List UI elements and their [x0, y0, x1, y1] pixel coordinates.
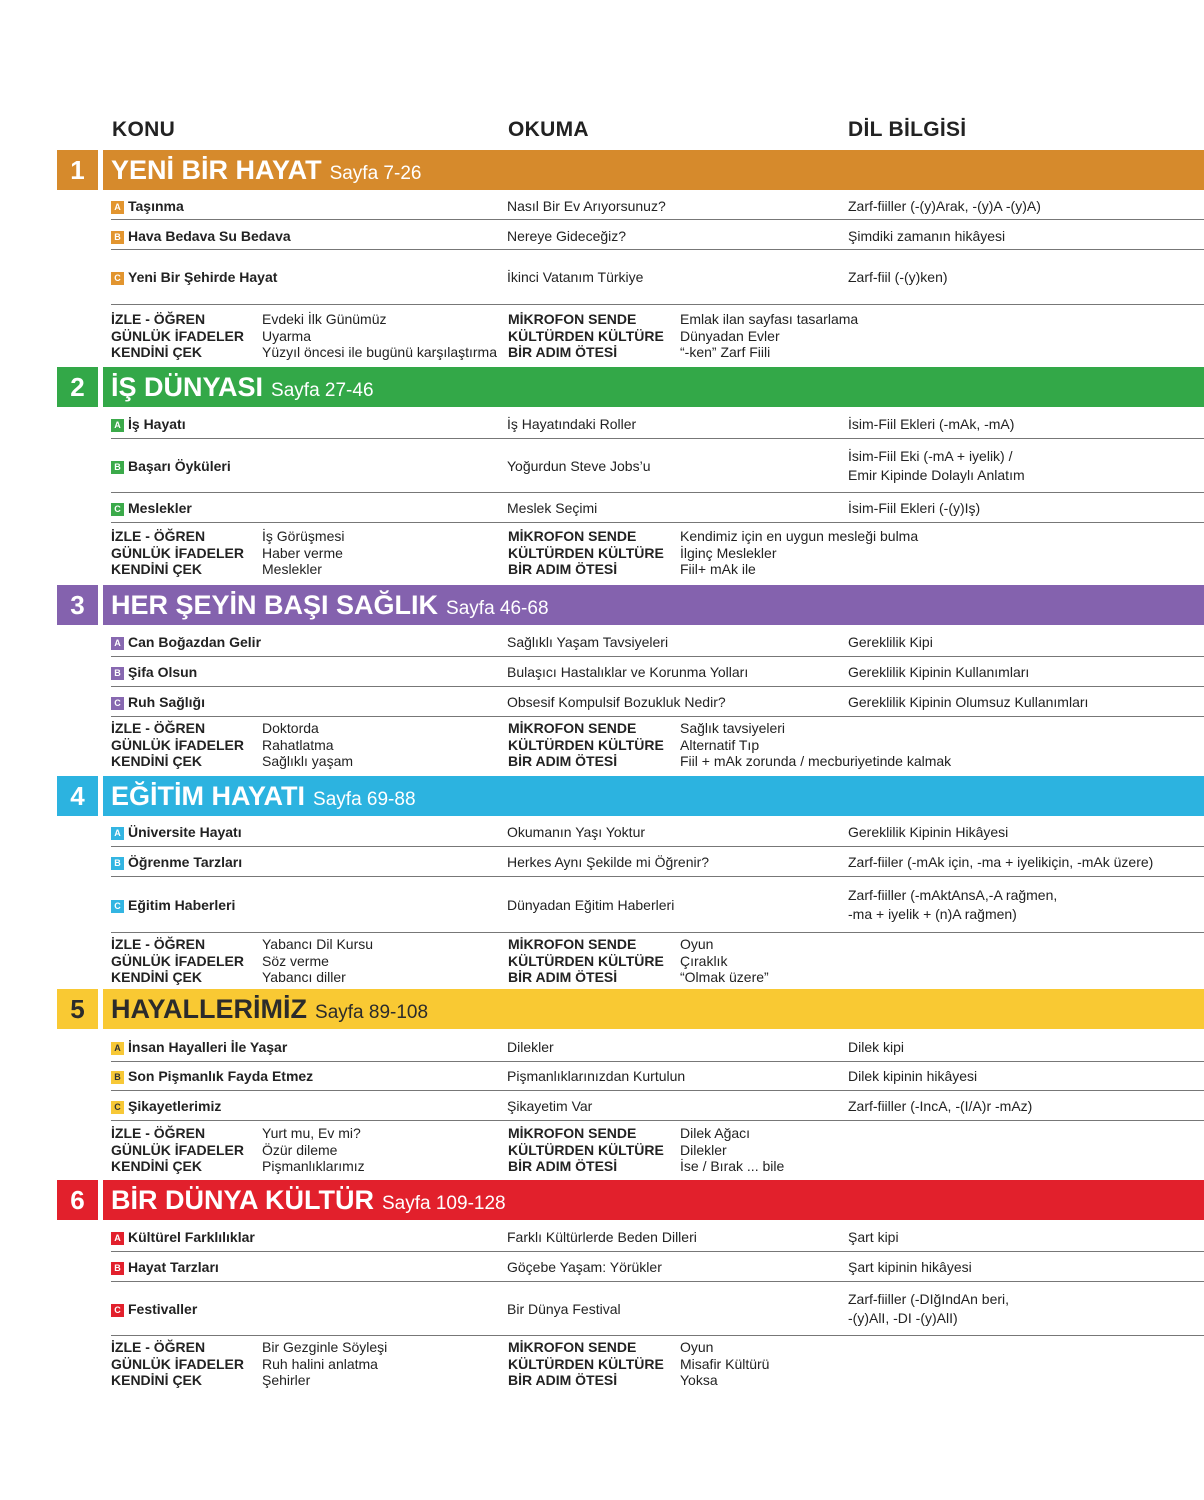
lesson-topic-text: Hayat Tarzları — [128, 1259, 219, 1275]
lesson-grammar-line: İsim-Fiil Ekleri (-(y)Iş) — [848, 500, 981, 516]
lesson-topic — [111, 1067, 313, 1086]
lesson-reading: Pişmanlıklarınızdan Kurtulun — [507, 1068, 686, 1084]
activity-label: KENDİNİ ÇEK — [111, 753, 203, 769]
activity-label-column — [508, 311, 664, 361]
activity-label: BİR ADIM ÖTESİ — [508, 344, 618, 360]
activity-value: “Olmak üzere” — [680, 969, 769, 985]
lesson-topic-text: Ruh Sağlığı — [128, 694, 205, 710]
activity-value-column — [680, 1125, 784, 1175]
lesson-letter-badge: A — [111, 201, 124, 214]
lesson-grammar — [848, 415, 1014, 434]
activity-label: BİR ADIM ÖTESİ — [508, 1158, 618, 1174]
unit-pages: Sayfa 7-26 — [329, 163, 422, 184]
header-dil-bilgisi: DİL BİLGİSİ — [848, 118, 967, 141]
activity-value: Fiil + mAk zorunda / mecburiyetinde kalmak — [680, 753, 952, 769]
lesson-letter-badge: A — [111, 1232, 124, 1245]
activity-value: Çıraklık — [680, 952, 728, 969]
lesson-reading: Bulaşıcı Hastalıklar ve Korunma Yolları — [507, 664, 749, 680]
lesson-grammar-line: Emir Kipinde Dolaylı Anlatım — [848, 467, 1025, 483]
activity-label: İZLE - ÖĞREN — [111, 1339, 206, 1355]
activity-value: Özür dileme — [262, 1141, 338, 1158]
lesson-grammar-line: Zarf-fiiler (-mAk için, -ma + iyelikiçin, -mAk üzere) — [848, 854, 1154, 870]
unit-activities — [111, 528, 1204, 582]
lesson-letter-badge: A — [111, 827, 124, 840]
activity-value: İlginç Meslekler — [680, 544, 777, 561]
lesson-topic — [111, 693, 205, 712]
lesson-reading: Bir Dünya Festival — [507, 1301, 621, 1317]
lesson-topic — [111, 197, 184, 216]
activity-value: Evdeki İlk Günümüz — [262, 311, 387, 327]
lesson-row — [111, 496, 1204, 523]
activity-label-column — [111, 936, 244, 986]
lesson-grammar — [848, 447, 1025, 485]
lesson-letter-badge: A — [111, 637, 124, 650]
activity-value: Uyarma — [262, 327, 312, 344]
unit-activities — [111, 936, 1204, 990]
lesson-grammar-line: Gereklilik Kipinin Hikâyesi — [848, 824, 1009, 840]
activity-label-column — [508, 936, 664, 986]
lesson-reading: Nasıl Bir Ev Arıyorsunuz? — [507, 198, 666, 214]
activity-label: İZLE - ÖĞREN — [111, 936, 206, 952]
lesson-letter-badge: C — [111, 272, 124, 285]
activity-label: İZLE - ÖĞREN — [111, 528, 206, 544]
activity-value: Yurt mu, Ev mi? — [262, 1125, 361, 1141]
activity-label: MİKROFON SENDE — [508, 720, 637, 736]
lesson-letter-badge: B — [111, 667, 124, 680]
lesson-grammar — [848, 886, 1057, 924]
lesson-grammar-line: İsim-Fiil Ekleri (-mAk, -mA) — [848, 416, 1015, 432]
unit-activities — [111, 1339, 1204, 1393]
activity-value: Alternatif Tıp — [680, 736, 760, 753]
lesson-topic — [111, 415, 186, 434]
lesson-letter-badge: B — [111, 461, 124, 474]
activity-label: KÜLTÜRDEN KÜLTÜRE — [508, 736, 664, 753]
activity-value: Ruh halini anlatma — [262, 1355, 378, 1372]
unit-pages: Sayfa 46-68 — [446, 598, 549, 619]
activity-value: Sağlıklı yaşam — [262, 753, 354, 769]
lesson-grammar-line: Zarf-fiiller (-DIğIndAn beri, — [848, 1291, 1010, 1307]
lesson-reading: Göçebe Yaşam: Yörükler — [507, 1259, 662, 1275]
activity-value-column — [262, 1339, 387, 1389]
header-okuma: OKUMA — [508, 118, 589, 141]
lesson-row — [111, 1255, 1204, 1282]
lesson-row — [111, 690, 1204, 717]
activity-label: KENDİNİ ÇEK — [111, 1372, 203, 1388]
lesson-row — [111, 1064, 1204, 1091]
lesson-grammar — [848, 1228, 899, 1247]
activity-label: GÜNLÜK İFADELER — [111, 544, 244, 561]
lesson-topic-text: İnsan Hayalleri İle Yaşar — [128, 1039, 288, 1055]
unit-title: YENİ BİR HAYAT — [111, 155, 322, 185]
lesson-topic — [111, 227, 291, 246]
unit-activities — [111, 720, 1204, 774]
lesson-topic-text: Yeni Bir Şehirde Hayat — [128, 269, 278, 285]
lesson-letter-badge: C — [111, 900, 124, 913]
header-konu: KONU — [112, 118, 176, 141]
activity-value: Şehirler — [262, 1372, 311, 1388]
lesson-grammar-line: -ma + iyelik + (n)A rağmen) — [848, 906, 1017, 922]
activity-label-column — [508, 1339, 664, 1389]
lesson-grammar-line: Dilek kipinin hikâyesi — [848, 1068, 978, 1084]
activity-label: MİKROFON SENDE — [508, 1339, 637, 1355]
lesson-reading: Farklı Kültürlerde Beden Dilleri — [507, 1229, 697, 1245]
lesson-topic — [111, 1228, 255, 1247]
activity-label: İZLE - ÖĞREN — [111, 1125, 206, 1141]
lesson-topic — [111, 853, 242, 872]
lesson-grammar-line: İsim-Fiil Eki (-mA + iyelik) / — [848, 448, 1013, 464]
lesson-reading: Yoğurdun Steve Jobs’u — [507, 458, 651, 474]
activity-value: İş Görüşmesi — [262, 528, 345, 544]
unit-title: BİR DÜNYA KÜLTÜR — [111, 1185, 374, 1215]
lesson-row — [111, 1094, 1204, 1121]
unit-title: HER ŞEYİN BAŞI SAĞLIK — [111, 590, 439, 620]
activity-label-column — [111, 1125, 244, 1175]
lesson-grammar — [848, 1097, 1032, 1116]
lesson-topic — [111, 896, 235, 915]
activity-value: “-ken” Zarf Fiili — [680, 344, 771, 360]
activity-value: Bir Gezginle Söyleşi — [262, 1339, 388, 1355]
activity-value: Meslekler — [262, 561, 322, 577]
lesson-row — [111, 1225, 1204, 1252]
lesson-grammar — [848, 1038, 904, 1057]
activity-value-column — [262, 1125, 365, 1175]
lesson-topic-text: Son Pişmanlık Fayda Etmez — [128, 1068, 314, 1084]
activity-label: GÜNLÜK İFADELER — [111, 736, 244, 753]
activity-value: Dünyadan Evler — [680, 327, 780, 344]
lesson-letter-badge: B — [111, 231, 124, 244]
activity-label-column — [111, 528, 244, 578]
lesson-row — [111, 1035, 1204, 1062]
lesson-reading: Sağlıklı Yaşam Tavsiyeleri — [507, 634, 669, 650]
activity-label: MİKROFON SENDE — [508, 1125, 637, 1141]
lesson-grammar-line: Zarf-fiil (-(y)ken) — [848, 269, 948, 285]
activity-value-column — [680, 936, 769, 986]
lesson-grammar — [848, 663, 1029, 682]
lesson-row — [111, 196, 1204, 220]
lesson-topic — [111, 1300, 197, 1319]
unit-title-band — [103, 150, 1204, 190]
activity-label: GÜNLÜK İFADELER — [111, 952, 244, 969]
activity-label: KENDİNİ ÇEK — [111, 561, 203, 577]
activity-label: KÜLTÜRDEN KÜLTÜRE — [508, 544, 664, 561]
lesson-grammar-line: Zarf-fiiller (-IncA, -(I/A)r -mAz) — [848, 1098, 1033, 1114]
activity-value: Sağlık tavsiyeleri — [680, 720, 786, 736]
lesson-topic-text: Başarı Öyküleri — [128, 458, 231, 474]
lesson-grammar-line: Zarf-fiiller (-mAktAnsA,-A rağmen, — [848, 887, 1058, 903]
lesson-topic-text: Can Boğazdan Gelir — [128, 634, 262, 650]
activity-value: Pişmanlıklarımız — [262, 1158, 365, 1174]
activity-label: MİKROFON SENDE — [508, 936, 637, 952]
lesson-row — [111, 660, 1204, 687]
activity-label: GÜNLÜK İFADELER — [111, 327, 244, 344]
lesson-grammar — [848, 499, 980, 518]
unit-title: İŞ DÜNYASI — [111, 372, 264, 402]
lesson-letter-badge: C — [111, 503, 124, 516]
activity-label-column — [111, 1339, 244, 1389]
activity-value-column — [262, 311, 497, 361]
activity-value: Yabancı diller — [262, 969, 346, 985]
lesson-topic-text: Eğitim Haberleri — [128, 897, 236, 913]
lesson-topic — [111, 457, 231, 476]
lesson-grammar-line: -(y)AlI, -DI -(y)AlI) — [848, 1310, 958, 1326]
activity-label: KENDİNİ ÇEK — [111, 1158, 203, 1174]
lesson-topic — [111, 1258, 219, 1277]
unit-number: 2 — [57, 367, 98, 407]
activity-label: BİR ADIM ÖTESİ — [508, 1372, 618, 1388]
lesson-letter-badge: C — [111, 1304, 124, 1317]
lesson-topic-text: Hava Bedava Su Bedava — [128, 228, 291, 244]
lesson-topic — [111, 1038, 287, 1057]
lesson-letter-badge: C — [111, 697, 124, 710]
activity-value: Kendimiz için en uygun mesleği bulma — [680, 528, 919, 544]
activity-label: GÜNLÜK İFADELER — [111, 1141, 244, 1158]
activity-label: KÜLTÜRDEN KÜLTÜRE — [508, 952, 664, 969]
activity-label: MİKROFON SENDE — [508, 311, 637, 327]
lesson-topic-text: Kültürel Farklılıklar — [128, 1229, 255, 1245]
activity-value: Söz verme — [262, 952, 329, 969]
lesson-topic-text: İş Hayatı — [128, 416, 186, 432]
lesson-letter-badge: A — [111, 1042, 124, 1055]
lesson-topic-text: Festivaller — [128, 1301, 198, 1317]
unit-title-band — [103, 989, 1204, 1029]
unit-activities — [111, 1125, 1204, 1179]
lesson-row — [111, 442, 1204, 493]
activity-value: Doktorda — [262, 720, 319, 736]
lesson-grammar-line: Şimdiki zamanın hikâyesi — [848, 228, 1006, 244]
activity-label: KÜLTÜRDEN KÜLTÜRE — [508, 1355, 664, 1372]
lesson-reading: Obsesif Kompulsif Bozukluk Nedir? — [507, 694, 726, 710]
lesson-row — [111, 412, 1204, 439]
lesson-grammar — [848, 1258, 972, 1277]
lesson-topic-text: Üniversite Hayatı — [128, 824, 242, 840]
unit-number: 4 — [57, 776, 98, 816]
activity-value-column — [262, 528, 344, 578]
activity-value-column — [680, 528, 918, 578]
activity-value: Yabancı Dil Kursu — [262, 936, 374, 952]
unit-pages: Sayfa 27-46 — [271, 380, 374, 401]
activity-value: Rahatlatma — [262, 736, 334, 753]
unit-title-band — [103, 1180, 1204, 1220]
activity-value: İse / Bırak ... bile — [680, 1158, 785, 1174]
lesson-grammar-line: Şart kipi — [848, 1229, 899, 1245]
lesson-topic — [111, 633, 261, 652]
lesson-grammar — [848, 633, 933, 652]
lesson-grammar — [848, 853, 1153, 872]
lesson-row — [111, 252, 1204, 305]
lesson-grammar — [848, 1290, 1009, 1328]
activity-label: KÜLTÜRDEN KÜLTÜRE — [508, 327, 664, 344]
lesson-row — [111, 880, 1204, 933]
lesson-reading: Nereye Gideceğiz? — [507, 228, 627, 244]
lesson-letter-badge: B — [111, 1262, 124, 1275]
activity-value-column — [680, 311, 858, 361]
lesson-topic-text: Şifa Olsun — [128, 664, 198, 680]
lesson-reading: İkinci Vatanım Türkiye — [507, 269, 644, 285]
lesson-topic-text: Taşınma — [128, 198, 184, 214]
activity-label: GÜNLÜK İFADELER — [111, 1355, 244, 1372]
lesson-topic-text: Meslekler — [128, 500, 192, 516]
lesson-topic — [111, 1097, 221, 1116]
lesson-topic — [111, 663, 197, 682]
lesson-topic — [111, 499, 192, 518]
activity-value: Fiil+ mAk ile — [680, 561, 756, 577]
unit-number: 6 — [57, 1180, 98, 1220]
lesson-reading: Okumanın Yaşı Yoktur — [507, 824, 646, 840]
lesson-reading: Şikayetim Var — [507, 1098, 593, 1114]
lesson-reading: Herkes Aynı Şekilde mi Öğrenir? — [507, 854, 710, 870]
lesson-letter-badge: C — [111, 1101, 124, 1114]
lesson-row — [111, 850, 1204, 877]
lesson-grammar-line: Dilek kipi — [848, 1039, 905, 1055]
lesson-letter-badge: B — [111, 857, 124, 870]
activity-value: Haber verme — [262, 544, 343, 561]
unit-pages: Sayfa 89-108 — [315, 1002, 429, 1023]
lesson-grammar — [848, 693, 1088, 712]
lesson-reading: İş Hayatındaki Roller — [507, 416, 637, 432]
unit-number: 3 — [57, 585, 98, 625]
activity-value: Misafir Kültürü — [680, 1355, 770, 1372]
activity-value: Dilek Ağacı — [680, 1125, 751, 1141]
activity-label-column — [508, 528, 664, 578]
activity-value: Oyun — [680, 936, 714, 952]
activity-value: Yüzyıl öncesi ile bugünü karşılaştırma — [262, 344, 497, 360]
unit-title-band — [103, 585, 1204, 625]
unit-title: EĞİTİM HAYATI — [111, 781, 306, 811]
activity-value: Dilekler — [680, 1141, 727, 1158]
lesson-grammar-line: Gereklilik Kipinin Olumsuz Kullanımları — [848, 694, 1089, 710]
lesson-grammar-line: Zarf-fiiller (-(y)Arak, -(y)A -(y)A) — [848, 198, 1041, 214]
activity-label: BİR ADIM ÖTESİ — [508, 561, 618, 577]
lesson-topic-text: Öğrenme Tarzları — [128, 854, 243, 870]
activity-label: BİR ADIM ÖTESİ — [508, 753, 618, 769]
activity-label: KÜLTÜRDEN KÜLTÜRE — [508, 1141, 664, 1158]
activity-label-column — [508, 1125, 664, 1175]
activity-value-column — [680, 1339, 769, 1389]
lesson-grammar-line: Gereklilik Kipinin Kullanımları — [848, 664, 1030, 680]
lesson-reading: Meslek Seçimi — [507, 500, 598, 516]
activity-label: KENDİNİ ÇEK — [111, 969, 203, 985]
lesson-grammar — [848, 823, 1008, 842]
lesson-row — [111, 226, 1204, 250]
lesson-grammar-line: Şart kipinin hikâyesi — [848, 1259, 972, 1275]
lesson-reading: Dilekler — [507, 1039, 554, 1055]
activity-label: İZLE - ÖĞREN — [111, 311, 206, 327]
lesson-grammar — [848, 1067, 977, 1086]
lesson-row — [111, 630, 1204, 657]
lesson-topic — [111, 268, 277, 287]
activity-label: İZLE - ÖĞREN — [111, 720, 206, 736]
lesson-letter-badge: A — [111, 419, 124, 432]
activity-value: Emlak ilan sayfası tasarlama — [680, 311, 859, 327]
unit-number: 1 — [57, 150, 98, 190]
activity-label: MİKROFON SENDE — [508, 528, 637, 544]
unit-title-band — [103, 776, 1204, 816]
lesson-row — [111, 1285, 1204, 1336]
activity-label: BİR ADIM ÖTESİ — [508, 969, 618, 985]
lesson-row — [111, 820, 1204, 847]
activity-value: Oyun — [680, 1339, 714, 1355]
activity-value-column — [680, 720, 951, 770]
lesson-reading: Dünyadan Eğitim Haberleri — [507, 897, 675, 913]
lesson-grammar-line: Gereklilik Kipi — [848, 634, 933, 650]
activity-value: Yoksa — [680, 1372, 718, 1388]
unit-title-band — [103, 367, 1204, 407]
activity-label: KENDİNİ ÇEK — [111, 344, 203, 360]
unit-number: 5 — [57, 989, 98, 1029]
activity-label-column — [111, 720, 244, 770]
lesson-grammar — [848, 197, 1041, 216]
activity-label-column — [111, 311, 244, 361]
unit-pages: Sayfa 109-128 — [382, 1193, 506, 1214]
activity-value-column — [262, 936, 373, 986]
unit-activities — [111, 311, 1204, 365]
lesson-letter-badge: B — [111, 1071, 124, 1084]
lesson-grammar — [848, 227, 1005, 246]
lesson-grammar — [848, 268, 948, 287]
unit-pages: Sayfa 69-88 — [313, 789, 416, 810]
lesson-topic-text: Şikayetlerimiz — [128, 1098, 222, 1114]
unit-title: HAYALLERİMİZ — [111, 994, 308, 1024]
activity-label-column — [508, 720, 664, 770]
lesson-topic — [111, 823, 242, 842]
activity-value-column — [262, 720, 353, 770]
